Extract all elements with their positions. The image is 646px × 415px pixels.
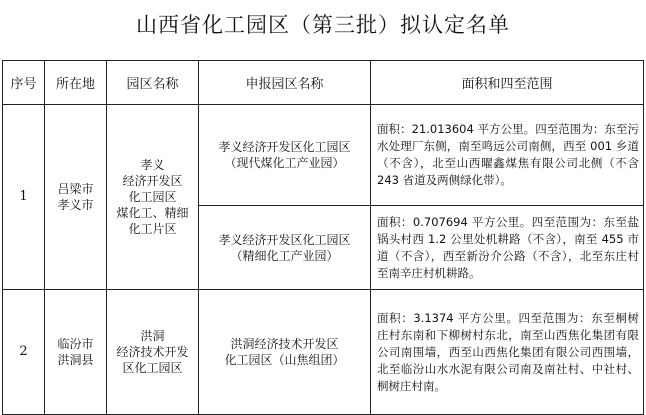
row-area-scope: 面积：3.1374 平方公里。四至范围为：东至桐树庄村东南和下柳树村东北，南至山西焦化集团有限公司南围墙，西至山西焦化集团有限公司西围墙，北至临汾山水水泥有限公司南及南社村、中社村、桐树庄村南。	[371, 290, 644, 415]
table-row	[3, 290, 644, 415]
row-area-scope: 面积：0.707694 平方公里。四至范围为：东至盐锅头村西 1.2 公里处机耕路（不含），南至 455 市道（不含），西至新汾介公路（不含），北至东庄村至南辛庄村机耕路。	[371, 206, 644, 290]
row-park-name: 孝义 经济开发区 化工园区 煤化工、精细 化工片区	[107, 105, 199, 290]
row-seq: 2	[3, 290, 45, 415]
header-seq: 序号	[3, 61, 45, 105]
park-list-table	[2, 60, 644, 415]
row-seq: 1	[3, 105, 45, 290]
row-declared-park-name: 洪洞经济技术开发区 化工园区（山焦组团）	[199, 290, 371, 415]
document-title: 山西省化工园区（第三批）拟认定名单	[136, 13, 510, 37]
header-area-scope: 面积和四至范围	[371, 61, 644, 105]
row-location: 吕梁市 孝义市	[45, 105, 107, 290]
header-park-name: 园区名称	[107, 61, 199, 105]
header-location: 所在地	[45, 61, 107, 105]
row-park-name: 洪洞 经济技术开发 区化工园区	[107, 290, 199, 415]
row-area-scope: 面积：21.013604 平方公里。四至范围为：东至污水处理厂东侧，南至鸣远公司南侧，西至 001 乡道（不含），北至山西曜鑫煤焦有限公司北侧（不含 243 省道及两侧绿化带）。	[371, 105, 644, 206]
row-declared-park-name: 孝义经济开发区化工园区 （精细化工产业园）	[199, 206, 371, 290]
table-header-row	[3, 61, 644, 105]
table-row	[3, 105, 644, 206]
row-location: 临汾市 洪洞县	[45, 290, 107, 415]
header-declared-park: 申报园区名称	[199, 61, 371, 105]
row-declared-park-name: 孝义经济开发区化工园区 （现代煤化工产业园）	[199, 105, 371, 206]
